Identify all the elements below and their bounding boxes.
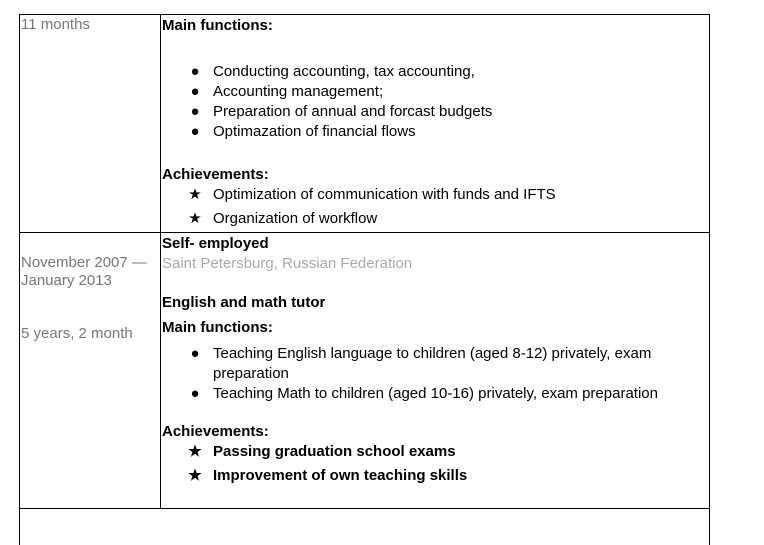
bullet-icon: ● [190, 103, 200, 120]
list-item: ★ Optimization of communication with funds and IFTS [185, 185, 695, 205]
list-item: ★ Improvement of own teaching skills [185, 466, 695, 486]
functions-list [185, 344, 695, 404]
achievements-list [185, 442, 695, 486]
duration-text: 11 months [21, 16, 90, 33]
bullet-icon: ● [190, 123, 200, 140]
functions-list [185, 62, 695, 142]
row-divider [19, 232, 709, 233]
main-functions-heading: Main functions: [162, 319, 273, 336]
achievements-heading: Achievements: [162, 423, 269, 440]
achievements-heading: Achievements: [162, 166, 269, 183]
position-title: English and math tutor [162, 294, 326, 311]
employer-location: Saint Petersburg, Russian Federation [162, 255, 413, 272]
bullet-icon: ● [190, 385, 200, 402]
bullet-icon: ● [190, 83, 200, 100]
list-item: ● Teaching English language to children (aged 8-12) privately, exam preparation [185, 344, 695, 384]
bullet-icon: ● [190, 345, 200, 362]
list-item: ● Accounting management; [185, 82, 695, 102]
star-icon: ★ [188, 210, 202, 227]
column-divider [160, 14, 161, 508]
list-item: ● Conducting accounting, tax accounting, [185, 62, 695, 82]
star-icon: ★ [188, 186, 202, 203]
achievements-list [185, 185, 695, 229]
bullet-icon: ● [190, 63, 200, 80]
duration-text: 5 years, 2 month [21, 325, 133, 342]
row-divider [19, 508, 709, 509]
star-icon: ★ [188, 467, 202, 484]
list-item: ★ Organization of workflow [185, 209, 695, 229]
list-item: ● Teaching Math to children (aged 10-16) privately, exam preparation [185, 384, 695, 404]
period-text: November 2007 — January 2013 [21, 254, 147, 289]
star-icon: ★ [188, 443, 202, 460]
list-item: ● Preparation of annual and forcast budgets [185, 102, 695, 122]
employer-name: Self- employed [162, 235, 269, 252]
list-item: ★ Passing graduation school exams [185, 442, 695, 462]
list-item: ● Optimazation of financial flows [185, 122, 695, 142]
main-functions-heading: Main functions: [162, 17, 273, 34]
